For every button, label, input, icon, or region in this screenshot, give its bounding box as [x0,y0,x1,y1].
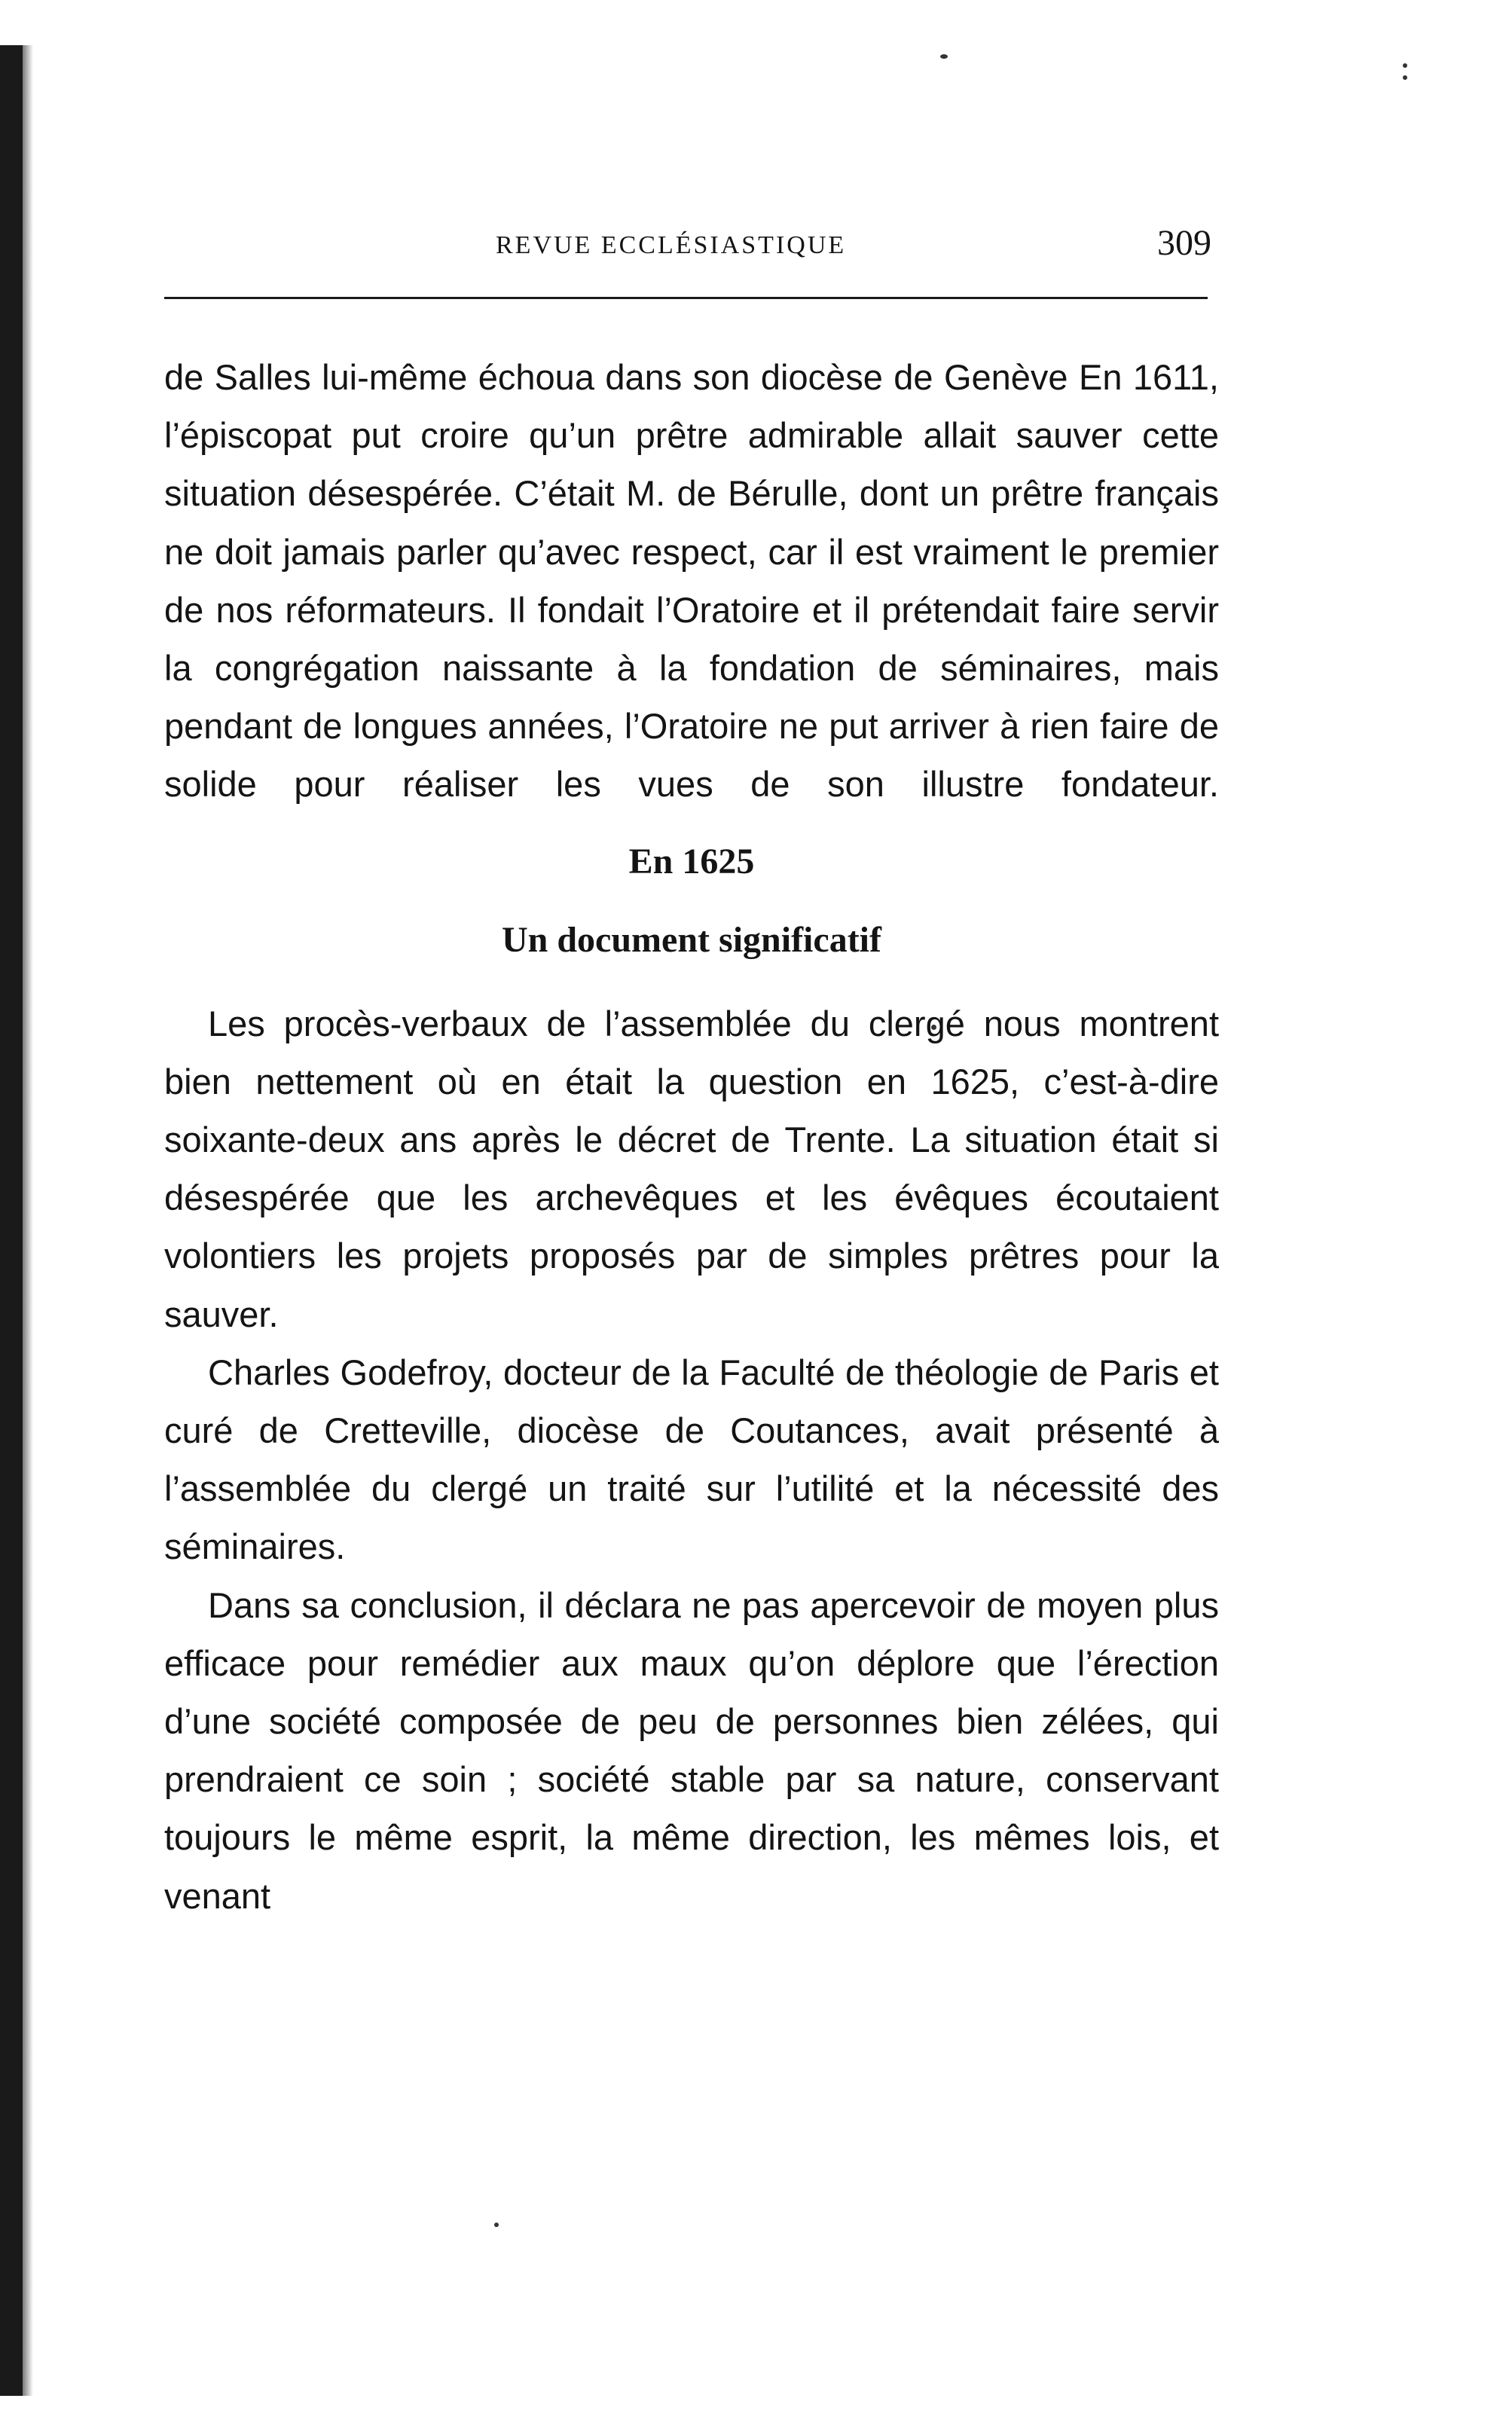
scan-speck [1403,75,1407,80]
scan-edge-shadow [23,45,33,2396]
paragraph: de Salles lui-même échoua dans son diocèse de Genève En 1611, l’épiscopat put croire qu’un prêtre admirable allait sauver cette situation désespérée. C’était M. de Bérulle, dont un prêtre français ne doit jamais parler qu’avec respect, car il est vraiment le premier de nos réformateurs. Il fondait l’Oratoire et il prétendait faire servir la congrégation naissante à la fondation de séminaires, mais pendant de longues années, l’Oratoire ne put arriver à rien faire de solide pour réaliser les vues de son illustre fondateur. [164,357,1219,805]
paragraph: Charles Godefroy, docteur de la Faculté de théologie de Paris et curé de Cretteville, diocèse de Coutances, avait présenté à l’assemblée du clergé un traité sur l’utilité et la nécessité des séminaires. [164,1352,1219,1567]
page-number: 309 [1157,223,1211,263]
paragraph: Les procès-verbaux de l’assemblée du clergé nous montrent bien nettement où en était la question en 1625, c’est-à-dire soixante-deux ans après le décret de Trente. La situation était si désespérée que les archevêques et les évêques écoutaient volontiers les projets proposés par de simples prêtres pour la sauver. [164,1003,1219,1334]
running-title: REVUE ECCLÉSIASTIQUE [496,231,847,259]
page-body [164,348,1219,1925]
section-subheading: Un document significatif [502,919,881,960]
paragraph: Dans sa conclusion, il déclara ne pas apercevoir de moyen plus efficace pour remédier aux maux qu’on déplore que l’érection d’une société composée de peu de personnes bien zélées, qui prendraient ce soin ; société stable par sa nature, conservant toujours le même esprit, la même direction, les mêmes lois, et venant [164,1584,1219,1916]
page-header [164,222,1211,267]
section-heading: En 1625 [628,841,755,881]
scan-speck [494,2223,499,2227]
header-rule [164,297,1208,299]
scan-binding-edge [0,45,23,2396]
scan-speck [1403,63,1407,68]
scan-speck [940,54,948,59]
